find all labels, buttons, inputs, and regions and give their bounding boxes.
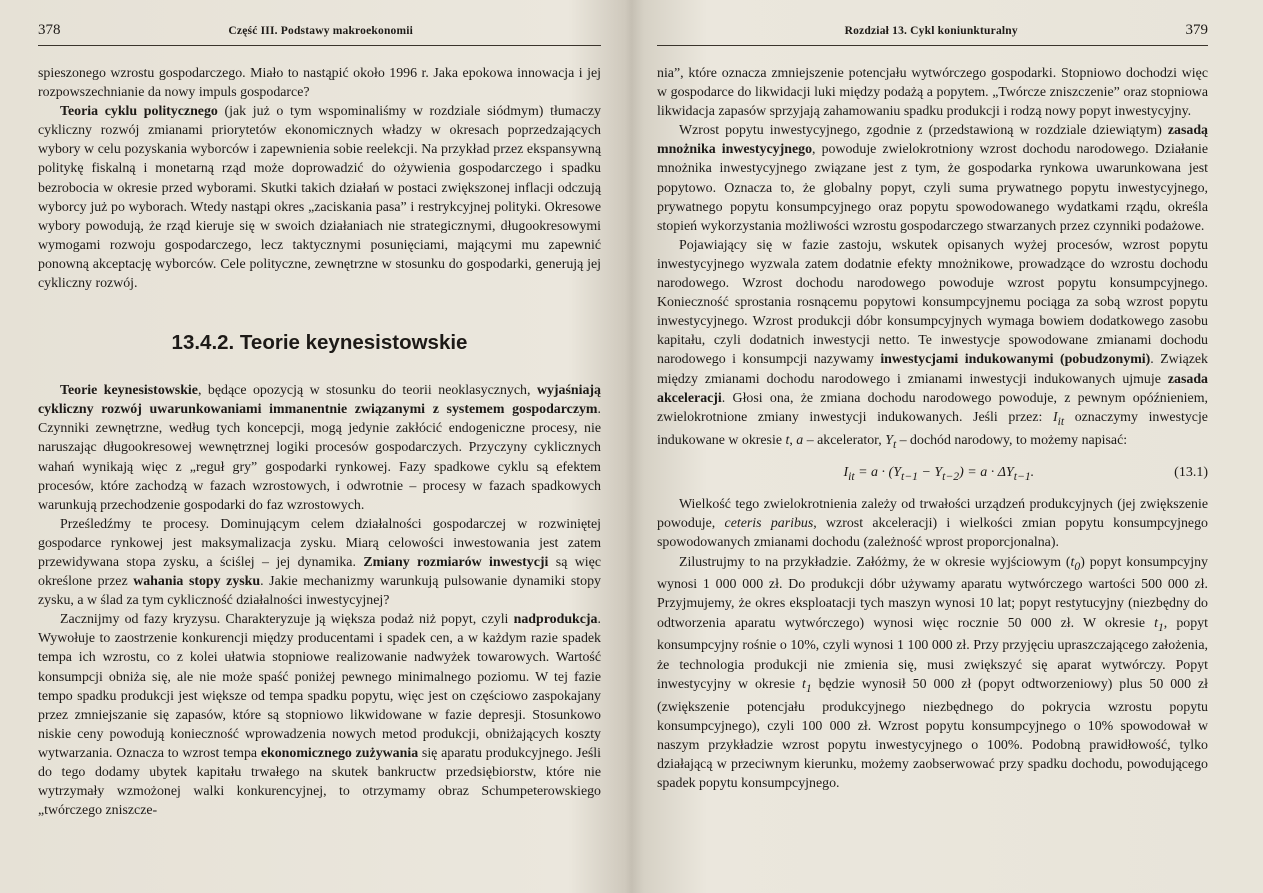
left-page (0, 0, 631, 893)
formula-13-1 (657, 465, 1208, 483)
left-paragraph-5: Zacznijmy od fazy kryzysu. Charakteryzuje ją większa podaż niż popyt, czyli nadprodukcja. Wywołuje to zaostrzenie konkurencji między producentami i spadek cen, a w każdym razie spadek tempa ich wzrostu, co z kolei ułatwia stopniowe realizowanie nadwyżek towarowych. Wartość konsumpcji obniża się, ale nie może spaść poniżej pewnego minimalnego poziomu. W tej fazie tempo spadku produkcji jest większe od tempa spadku popytu, więc jest on częściowo zaspokajany przez zmniejszanie się zapasów, które są stopniowo likwidowane w fazie depresji. Stosunkowo niskie ceny powodują konieczność wprowadzenia nowych metod produkcji, obniżających koszty wytwarzania. Oznacza to wzrost tempa ekonomicznego zużywania się aparatu produkcyjnego. Jeśli do tego dodamy ubytek kapitału trwałego na skutek bankructw przedsiębiorstw, które nie wytrzymały wzmożonej walki konkurencyjnej, to otrzymamy obraz Schumpeterowskiego „twórczego zniszcze- (38, 612, 601, 819)
left-paragraph-4: Prześledźmy te procesy. Dominującym celem działalności gospodarczej w rozwiniętej gospodarce rynkowej jest maksymalizacja zysku. Miarą celowości inwestowania jest zatem przewidywana stopa zysku, a ściślej – jej dynamika. Zmiany rozmiarów inwestycji są więc określone przez wahania stopy zysku. Jakie mechanizmy warunkują pulsowanie dynamiki stopy zysku, a w ślad za tym cykliczność działalności inwestycyjnej? (38, 516, 601, 609)
right-paragraph-1: nia”, które oznacza zmniejszenie potencjału wytwórczego gospodarki. Stopniowo dochodzi więc w gospodarce do likwidacji luki między podażą a popytem. „Twórcze zniszczenie” oraz stopniowa likwidacja zapasów sprzyjają zahamowaniu spadku produkcji i rodzą nowy popyt inwestycyjny. (657, 66, 1208, 120)
right-paragraph-5: Zilustrujmy to na przykładzie. Załóżmy, że w okresie wyjściowym $(t_0)$ popyt konsumpcyjny wynosi 1 000 000 zł. Do produkcji dóbr używamy aparatu wytwórczego wartości 500 000 zł. Przyjmujemy, że okres eksploatacji tych maszyn wynosi 10 lat; popyt restytucyjny (niezbędny do odtworzenia aparatu wytwórczego) wynosi więc rocznie 50 000 zł. W okresie $t_1$, popyt konsumpcyjny rośnie o 10%, czyli wynosi 1 100 000 zł. Przy przyjęciu upraszczającego założenia, że technologia produkcji nie zmienia się, musi zwiększyć się aparat wytwórczy. Popyt inwestycyjny w okresie $t_1$ będzie wynosił 50 000 zł (popyt odtworzeniowy) plus 50 000 zł (zwiększenie potencjału produkcyjnego niezbędnego do pokrycia wzrostu popytu konsumpcyjnego), czyli 100 000 zł. Wzrost popytu konsumpcyjnego o 10% spowodował w naszym przykładzie wzrost popytu inwestycyjnego o 100%. Podobną prawidłowość, tylko działającą w przeciwnym kierunku, możemy zaobserwować przy spadku dochodu, powodującego spadek popytu konsumpcyjnego. (657, 554, 1208, 791)
right-page (631, 0, 1263, 893)
right-running-head (657, 22, 1208, 46)
left-running-title: Część III. Podstawy makroekonomii (228, 25, 414, 37)
right-paragraph-2: Wzrost popytu inwestycyjnego, zgodnie z (przedstawioną w rozdziale dziewiątym) zasadą mnożnika inwestycyjnego, powoduje zwielokrotniony wzrost dochodu narodowego. Działanie mnożnika inwestycyjnego związane jest z tym, że gospodarka rynkowa uwarunkowana jest popytowo. Oznacza to, że globalny popyt, czyli suma prywatnego popytu inwestycyjnego, prywatnego popytu konsumpcyjnego oraz popytu spowodowanego wydatkami rządu, określa stopień wykorzystania możliwości wzrostu gospodarczego stwarzanych przez czynniki podażowe. (657, 123, 1208, 234)
formula-expression: $I_{it} = a \cdot (Y_{t-1} - Y_{t-2}) = a \cdot \Delta Y_{t-1}$. (843, 465, 1035, 484)
left-paragraph-1: spieszonego wzrostu gospodarczego. Miało to nastąpić około 1996 r. Jaka epokowa innowacja i jej rozpowszechnianie da nowy impuls gospodarce? (38, 66, 601, 101)
right-paragraph-4: Wielkość tego zwielokrotnienia zależy od trwałości urządzeń produkcyjnych (jej zwiększenie powoduje, ceteris paribus, wzrost akceleracji) i wielkości zmian popytu konsumpcyjnego spowodowanych zmianami dochodu (zależność wprost proporcjonalna). (657, 497, 1208, 551)
right-page-number: 379 (1185, 22, 1208, 38)
left-running-head (38, 22, 601, 46)
section-heading: 13.4.2. Teorie keynesistowskie (171, 331, 468, 355)
right-running-title: Rozdział 13. Cykl koniunkturalny (844, 25, 1018, 37)
left-page-number: 378 (38, 22, 61, 38)
equation-number: (13.1) (1174, 465, 1208, 481)
left-paragraph-2: Teoria cyklu politycznego (jak już o tym wspominaliśmy w rozdziale siódmym) tłumaczy cykliczny rozwój zmianami priorytetów ekonomicznych władzy w okresach poprzedzających wybory w celu pozyskania wyborców i zapewnienia sobie reelekcji. Na przykład przez ekspansywną politykę fiskalną i monetarną rząd może doprowadzić do ożywienia gospodarczego i spadku bezrobocia w okresie przed wyborami. Skutki takich działań w postaci zwiększonej inflacji odczują wyborcy już po wyborach. Wtedy nastąpi okres „zaciskania pasa” i restrykcyjnej polityki. Okresowe wybory powodują, że rząd kieruje się w swoich działaniach nie strategicznymi, długookresowymi wymogami rozwoju gospodarczego, lecz taktycznymi posunięciami, mającymi mu zapewnić ponowną akceptację wyborców. Cele polityczne, zewnętrzne w stosunku do gospodarki, generują jej cykliczny rozwój. (38, 104, 601, 292)
right-paragraph-3: Pojawiający się w fazie zastoju, wskutek opisanych wyżej procesów, wzrost popytu inwestycyjnego wyzwala zatem dodatnie efekty mnożnikowe, prowadzące do wzrostu dochodu narodowego. Wzrost dochodu narodowego powoduje wzrost popytu konsumpcyjnego. Konieczność sprostania rosnącemu popytowi konsumpcyjnemu pociąga za sobą wzrost popytu inwestycyjnego. Wzrost produkcji dóbr konsumpcyjnych wymaga bowiem dodatkowego zasobu kapitału, czyli dodatnich inwestycji netto. Te inwestycje spowodowane zmianami dochodu narodowego i konsumpcji nazywamy inwestycjami indukowanymi (pobudzonymi). Związek między zmianami dochodu narodowego i zmianami inwestycji indukowanych ujmuje zasada akceleracji. Głosi ona, że zmiana dochodu narodowego powoduje, z pewnym opóźnieniem, zwielokrotnione zmiany inwestycji indukowanych. Jeśli przez: $I_{it}$ oznaczymy inwestycje indukowane w okresie t, a – akcelerator, $Y_t$ – dochód narodowy, to możemy napisać: (657, 237, 1209, 451)
left-paragraph-3: Teorie keynesistowskie, będące opozycją w stosunku do teorii neoklasycznych, wyjaśniają cykliczny rozwój uwarunkowaniami immanentnie związanymi z systemem gospodarczym. Czynniki zewnętrzne, według tych koncepcji, mogą jedynie zakłócić endogeniczne procesy, nie naruszając długookresowej wewnętrznej logiki procesów gospodarczych. Przyczyny cyklicznych wahań wynikają więc z „reguł gry” gospodarki rynkowej. Fazy spadkowe cyklu są efektem procesów, które zachodzą w fazach wzrostowych, i odwrotnie – procesy w fazach spadkowych warunkują przechodzenie gospodarki do faz wzrostowych. (38, 383, 601, 513)
